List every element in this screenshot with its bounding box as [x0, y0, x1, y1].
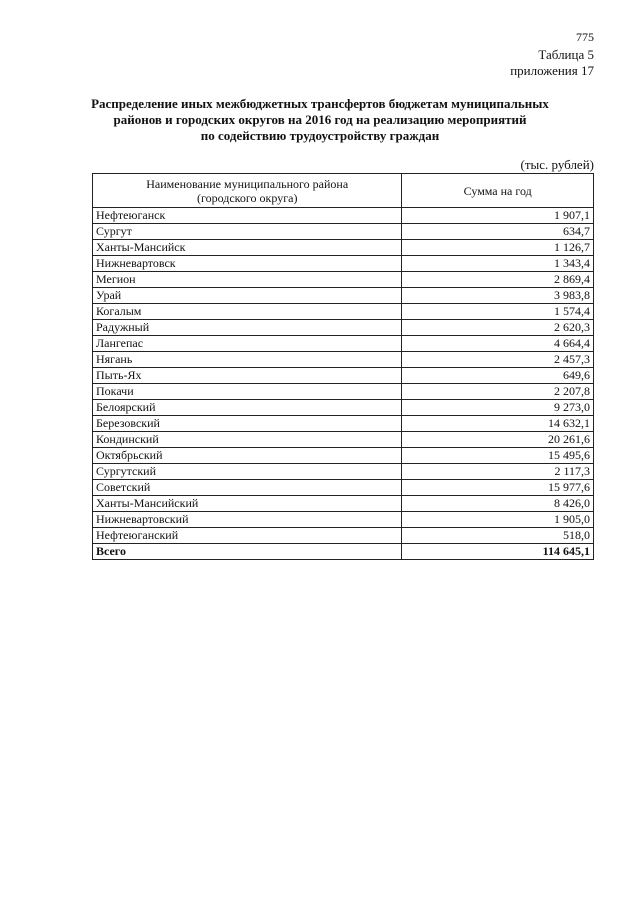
- municipality-name: Нефтеюганск: [93, 208, 402, 224]
- table-row: [93, 464, 594, 480]
- table-row: [93, 480, 594, 496]
- table-total-row: [93, 544, 594, 560]
- table-body: [93, 208, 594, 544]
- amount-value: 2 620,3: [402, 320, 594, 336]
- amount-value: 2 207,8: [402, 384, 594, 400]
- amount-value: 1 343,4: [402, 256, 594, 272]
- table-number: Таблица 5: [538, 47, 594, 62]
- unit-label: (тыс. рублей): [520, 157, 594, 172]
- municipality-name: Нягань: [93, 352, 402, 368]
- municipality-name: Белоярский: [93, 400, 402, 416]
- table-row: [93, 240, 594, 256]
- municipality-name: Мегион: [93, 272, 402, 288]
- amount-value: 3 983,8: [402, 288, 594, 304]
- table-row: [93, 224, 594, 240]
- table-reference: [510, 47, 594, 79]
- document-title: [60, 96, 580, 144]
- municipality-name: Лангепас: [93, 336, 402, 352]
- table-row: [93, 432, 594, 448]
- table-row: [93, 256, 594, 272]
- municipality-name: Радужный: [93, 320, 402, 336]
- municipality-name: Ханты-Мансийск: [93, 240, 402, 256]
- title-line-1: Распределение иных межбюджетных трансфертов бюджетам муниципальных: [91, 96, 549, 111]
- table-row: [93, 528, 594, 544]
- municipality-name: Нижневартовск: [93, 256, 402, 272]
- table-row: [93, 448, 594, 464]
- column-header-name-line-1: Наименование муниципального района: [146, 176, 349, 191]
- amount-value: 2 117,3: [402, 464, 594, 480]
- table-row: [93, 304, 594, 320]
- title-line-2: районов и городских округов на 2016 год на реализацию мероприятий: [113, 112, 527, 127]
- table-row: [93, 320, 594, 336]
- amount-value: 1 126,7: [402, 240, 594, 256]
- table-row: [93, 496, 594, 512]
- appendix-reference: приложения 17: [510, 63, 594, 78]
- amount-value: 20 261,6: [402, 432, 594, 448]
- municipality-name: Нефтеюганский: [93, 528, 402, 544]
- amount-value: 15 495,6: [402, 448, 594, 464]
- table-row: [93, 272, 594, 288]
- municipality-name: Урай: [93, 288, 402, 304]
- table-row: [93, 416, 594, 432]
- title-line-3: по содействию трудоустройству граждан: [200, 128, 440, 143]
- amount-value: 2 457,3: [402, 352, 594, 368]
- municipality-name: Покачи: [93, 384, 402, 400]
- amount-value: 15 977,6: [402, 480, 594, 496]
- amount-value: 4 664,4: [402, 336, 594, 352]
- municipality-name: Сургут: [93, 224, 402, 240]
- table-row: [93, 368, 594, 384]
- amount-value: 8 426,0: [402, 496, 594, 512]
- amount-value: 1 574,4: [402, 304, 594, 320]
- column-header-name-line-2: (городского округа): [196, 190, 298, 205]
- table-row: [93, 400, 594, 416]
- amount-value: 1 907,1: [402, 208, 594, 224]
- table-header-row: [93, 174, 594, 208]
- municipality-name: Ханты-Мансийский: [93, 496, 402, 512]
- amount-value: 2 869,4: [402, 272, 594, 288]
- column-header-name: [93, 174, 402, 208]
- amount-value: 518,0: [402, 528, 594, 544]
- amount-value: 649,6: [402, 368, 594, 384]
- amount-value: 634,7: [402, 224, 594, 240]
- municipality-name: Октябрьский: [93, 448, 402, 464]
- table-row: [93, 512, 594, 528]
- amount-value: 9 273,0: [402, 400, 594, 416]
- municipality-name: Пыть-Ях: [93, 368, 402, 384]
- municipality-name: Сургутский: [93, 464, 402, 480]
- table-row: [93, 208, 594, 224]
- table-row: [93, 384, 594, 400]
- table-row: [93, 288, 594, 304]
- municipality-name: Кондинский: [93, 432, 402, 448]
- amount-value: 14 632,1: [402, 416, 594, 432]
- municipality-name: Березовский: [93, 416, 402, 432]
- table-row: [93, 336, 594, 352]
- page-number: 775: [576, 30, 594, 44]
- municipality-name: Когалым: [93, 304, 402, 320]
- transfers-table: [92, 173, 594, 560]
- total-label: Всего: [93, 544, 402, 560]
- column-header-amount: Сумма на год: [402, 174, 594, 208]
- municipality-name: Нижневартовский: [93, 512, 402, 528]
- total-amount: 114 645,1: [402, 544, 594, 560]
- table-row: [93, 352, 594, 368]
- municipality-name: Советский: [93, 480, 402, 496]
- amount-value: 1 905,0: [402, 512, 594, 528]
